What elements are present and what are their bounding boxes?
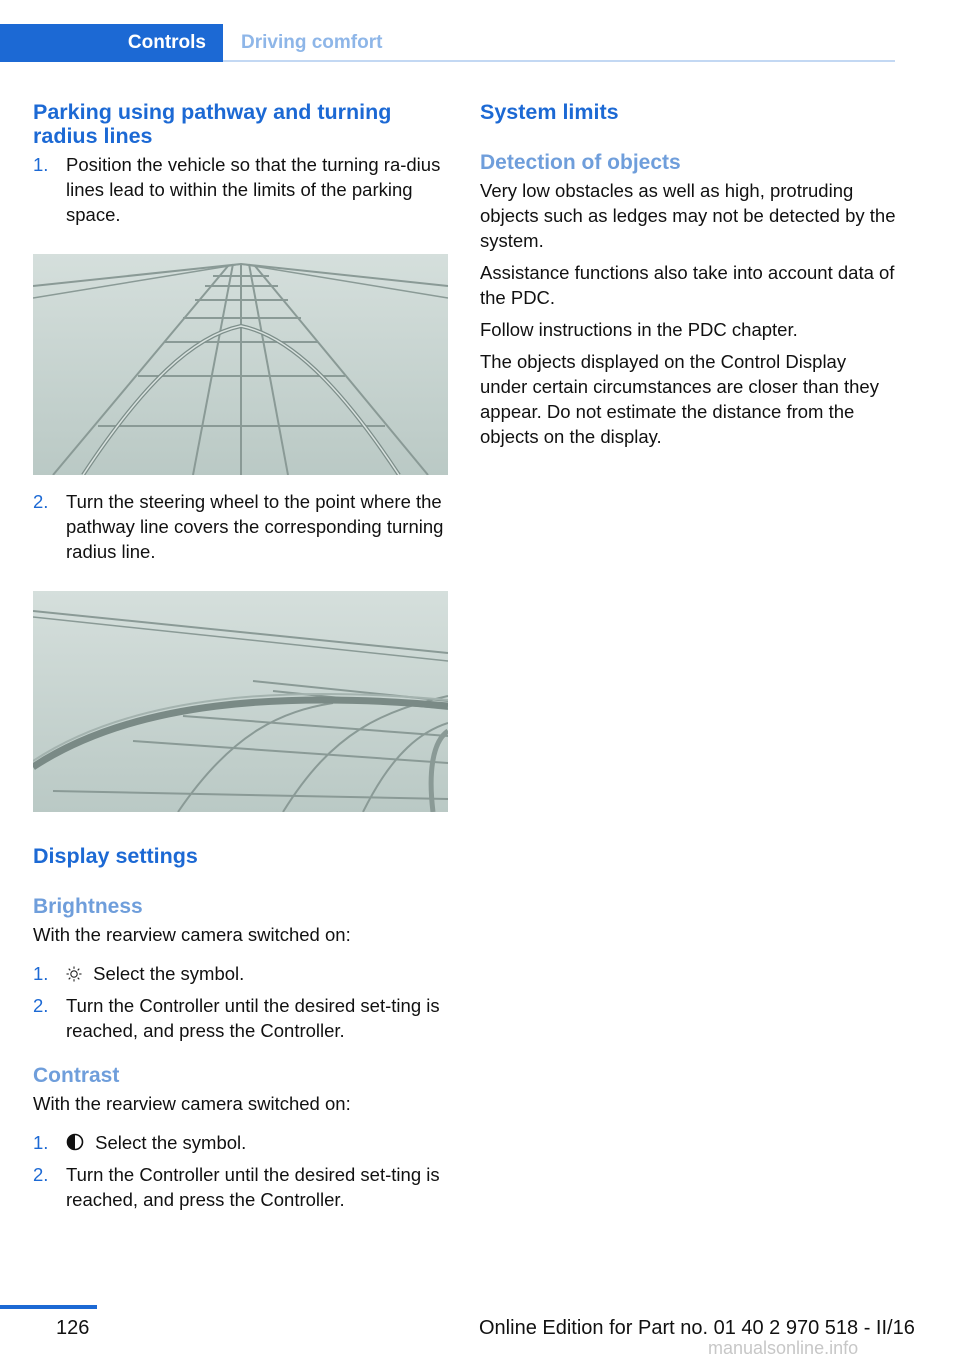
step-text: Turn the steering wheel to the point where the pathway line covers the corresponding turning radius line. — [66, 491, 444, 562]
step-number: 2. — [33, 995, 49, 1016]
header-tab-bar — [0, 24, 895, 62]
tab-controls[interactable]: Controls — [0, 24, 223, 62]
paragraph: The objects displayed on the Control Display under certain circumstances are closer than they appear. Do not estimate the distance from the objects on the display. — [480, 351, 879, 447]
camera-view-figure-2 — [33, 591, 448, 812]
right-column — [480, 100, 896, 449]
brightness-sun-icon — [66, 966, 82, 982]
step-number: 1. — [33, 1132, 49, 1153]
camera-view-figure-1 — [33, 254, 448, 475]
section-title-parking-lines: Parking using pathway and turning radius lines — [33, 100, 392, 148]
step-text: Position the vehicle so that the turning ra‐dius lines lead to within the limits of the parking space. — [66, 154, 441, 225]
step-number: 1. — [33, 154, 49, 175]
contrast-step-2 — [33, 1162, 447, 1212]
parking-step-2 — [33, 489, 447, 564]
section-title-display-settings: Display settings — [33, 844, 198, 868]
footer-rule — [0, 1305, 97, 1309]
contrast-circle-icon — [66, 1133, 84, 1151]
left-column — [33, 100, 447, 1212]
step-number: 2. — [33, 491, 49, 512]
page-number: 126 — [56, 1317, 90, 1339]
tab-driving-comfort[interactable]: Driving comfort — [241, 32, 383, 53]
step-text: Turn the Controller until the desired set‐ting is reached, and press the Controller. — [66, 995, 440, 1041]
step-number: 1. — [33, 963, 49, 984]
brightness-intro: With the rearview camera switched on: — [33, 924, 351, 945]
step-text: Turn the Controller until the desired set‐ting is reached, and press the Controller. — [66, 1164, 440, 1210]
header-rule — [223, 60, 895, 62]
watermark: manualsonline.info — [708, 1338, 859, 1358]
paragraph: Very low obstacles as well as high, protruding objects such as ledges may not be detected by the system. — [480, 180, 896, 251]
subheading-contrast: Contrast — [33, 1064, 120, 1087]
contrast-intro: With the rearview camera switched on: — [33, 1093, 351, 1114]
step-text: Select the symbol. — [93, 963, 245, 984]
step-number: 2. — [33, 1164, 49, 1185]
subheading-brightness: Brightness — [33, 895, 143, 918]
paragraph: Follow instructions in the PDC chapter. — [480, 319, 798, 340]
step-text: Select the symbol. — [95, 1132, 247, 1153]
section-title-system-limits: System limits — [480, 100, 619, 124]
contrast-step-1 — [33, 1130, 447, 1155]
paragraph: Assistance functions also take into account data of the PDC. — [480, 262, 895, 308]
brightness-step-2 — [33, 993, 447, 1043]
subheading-detection-of-objects: Detection of objects — [480, 151, 681, 174]
parking-step-1 — [33, 152, 447, 227]
brightness-step-1 — [33, 961, 447, 986]
edition-note: Online Edition for Part no. 01 40 2 970 518 - II/16 — [479, 1317, 915, 1339]
